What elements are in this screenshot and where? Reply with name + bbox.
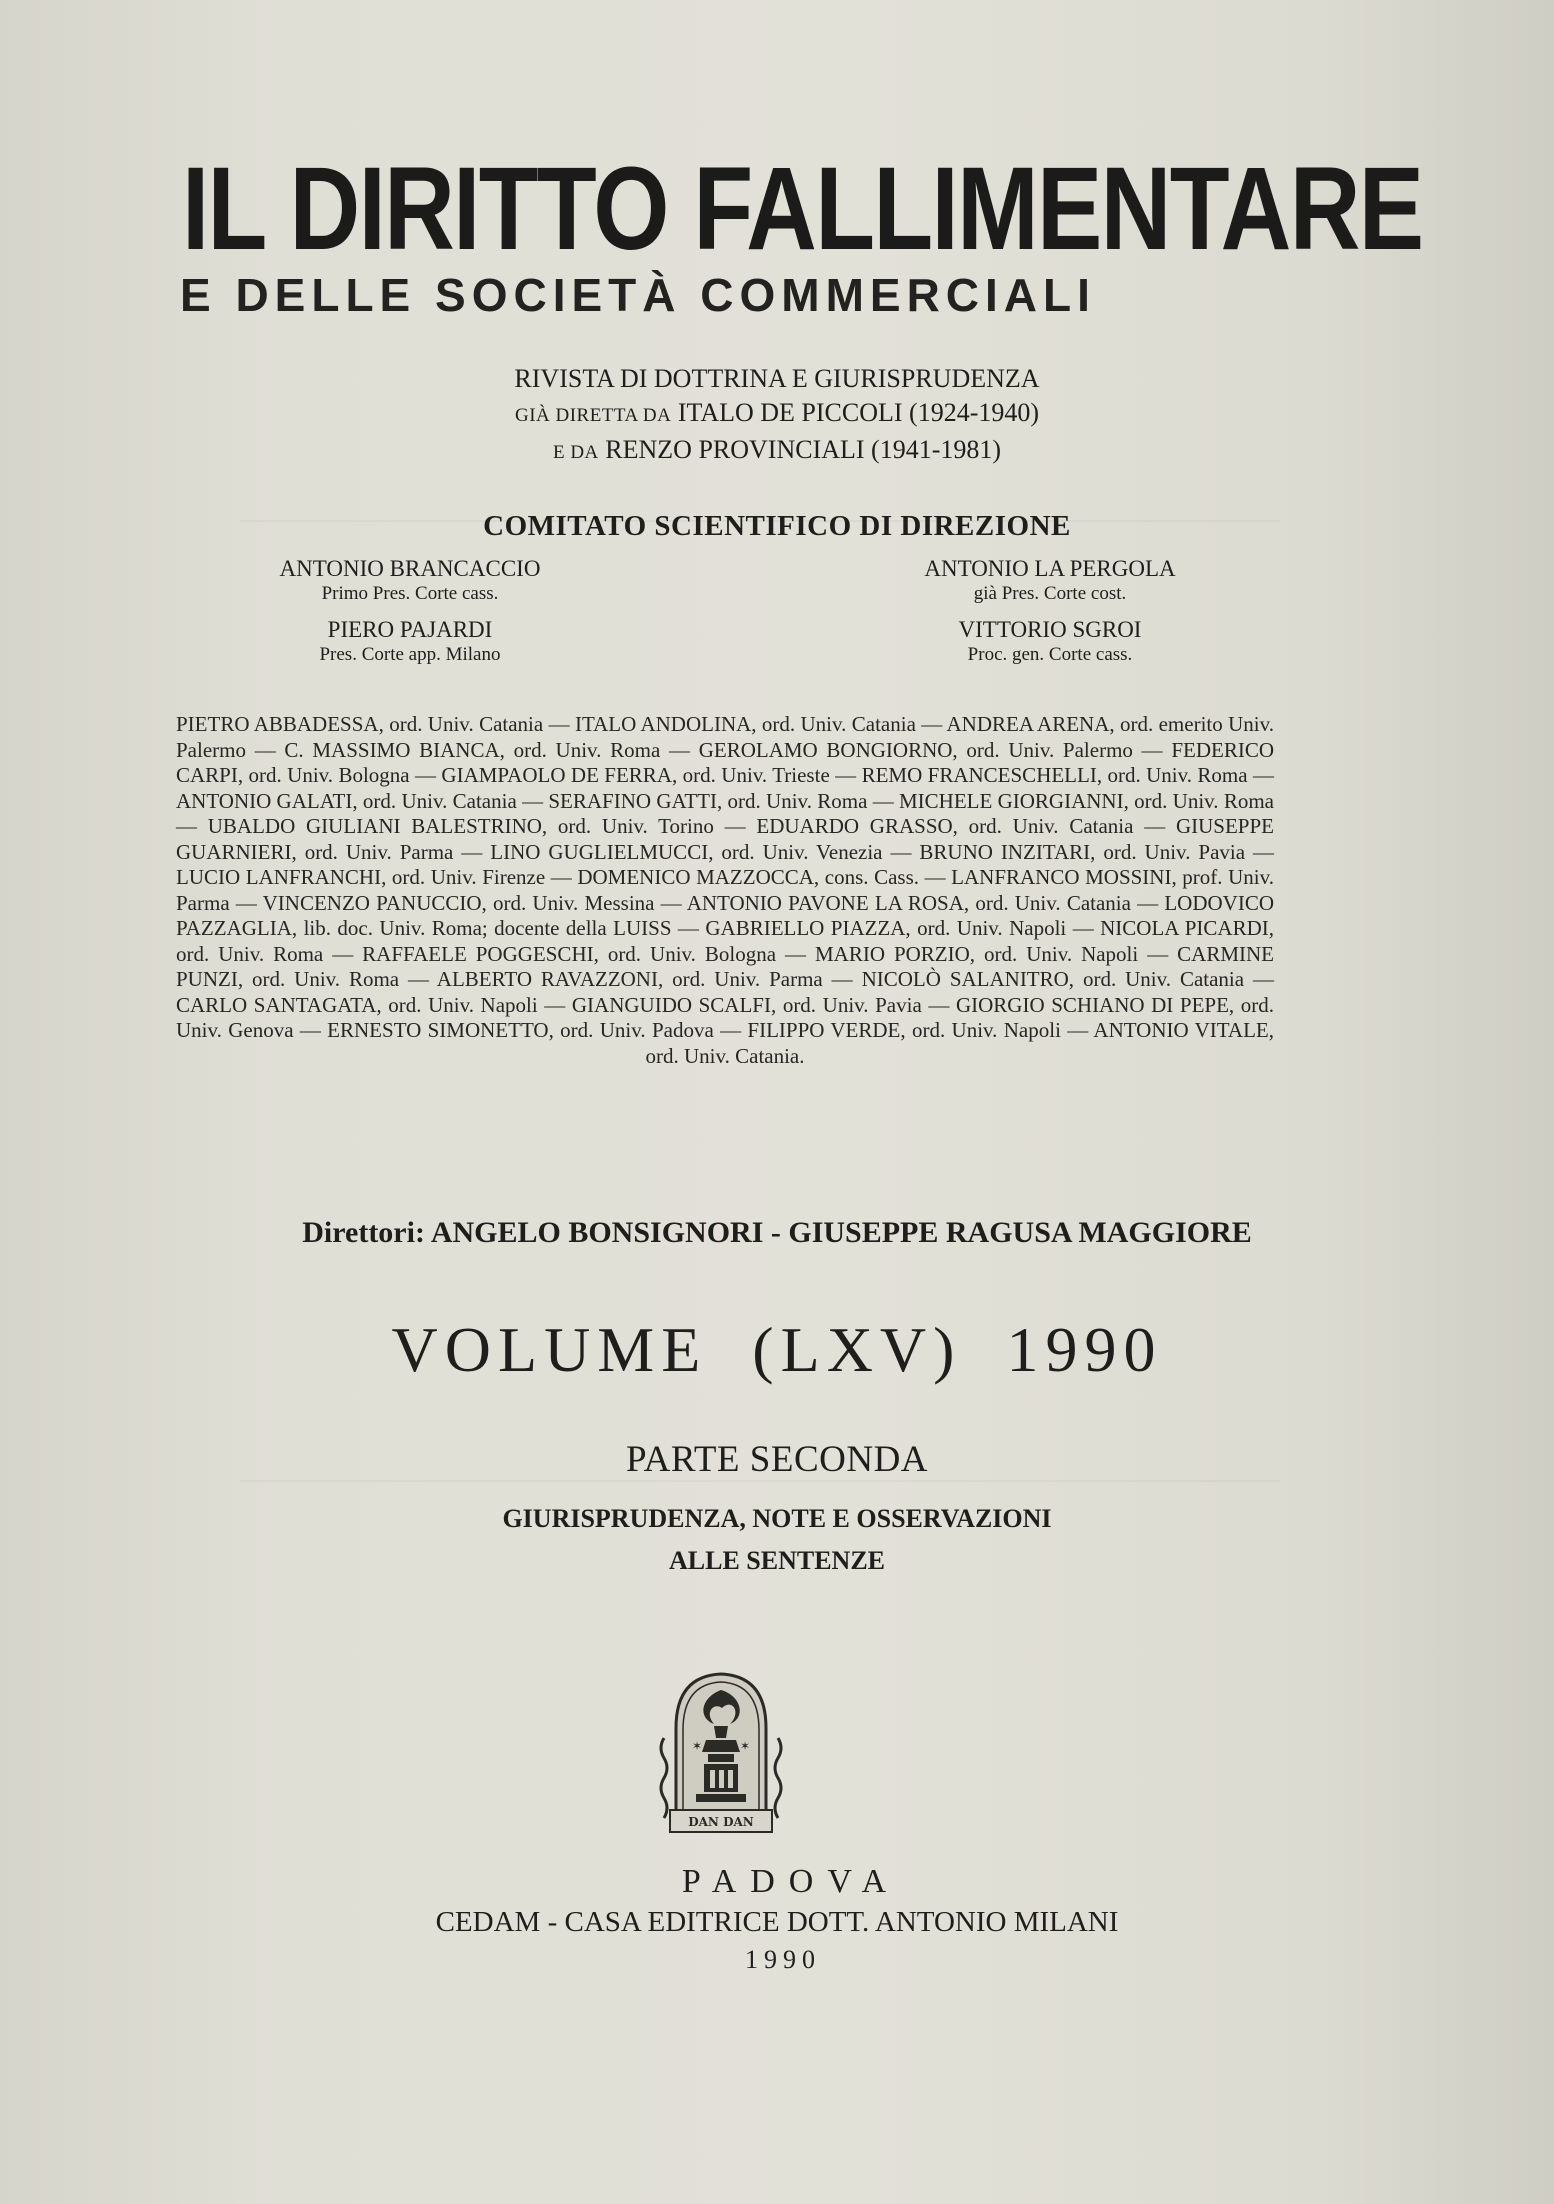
committee-member bbox=[200, 556, 620, 606]
committee-heading: COMITATO SCIENTIFICO DI DIREZIONE bbox=[483, 510, 1071, 542]
directors-label: Direttori: bbox=[302, 1216, 425, 1249]
contributors-list: PIETRO ABBADESSA, ord. Univ. Catania — ITALO ANDOLINA, ord. Univ. Catania — ANDREA ARENA, ord. emerito Univ. Palermo — C. MASSIMO BIANCA, ord. Univ. Roma — GEROLAMO BONGIORNO, ord. Univ. Palermo — FEDERICO CARPI, ord. Univ. Bologna — GIAMPAOLO DE FERRA, ord. Univ. Trieste — REMO FRANCESCHELLI, ord. Univ. Roma — ANTONIO GALATI, ord. Univ. Catania — SERAFINO GATTI, ord. Univ. Roma — MICHELE GIORGIANNI, ord. Univ. Roma — UBALDO GIULIANI BALESTRINO, ord. Univ. Torino — EDUARDO GRASSO, ord. Univ. Catania — GIUSEPPE GUARNIERI, ord. Univ. Parma — LINO GUGLIELMUCCI, ord. Univ. Venezia — BRUNO INZITARI, ord. Univ. Pavia — LUCIO LANFRANCHI, ord. Univ. Firenze — DOMENICO MAZZOCCA, cons. Cass. — LANFRANCO MOSSINI, prof. Univ. Parma — VINCENZO PANUCCIO, ord. Univ. Messina — ANTONIO PAVONE LA ROSA, ord. Univ. Catania — LODOVICO PAZZAGLIA, lib. doc. Univ. Roma; docente della LUISS — GABRIELLO PIAZZA, ord. Univ. Napoli — NICOLA PICARDI, ord. Univ. Roma — RAFFAELE POGGESCHI, ord. Univ. Bologna — MARIO PORZIO, ord. Univ. Napoli — CARMINE PUNZI, ord. Univ. Roma — ALBERTO RAVAZZONI, ord. Univ. Parma — NICOLÒ SALANITRO, ord. Univ. Catania — CARLO SANTAGATA, ord. Univ. Napoli — GIANGUIDO SCALFI, ord. Univ. Pavia — GIORGIO SCHIANO DI PEPE, ord. Univ. Genova — ERNESTO SIMONETTO, ord. Univ. Padova — FILIPPO VERDE, ord. Univ. Napoli — ANTONIO VITALE, ord. Univ. Catania. bbox=[176, 712, 1274, 1068]
directors-line bbox=[0, 1216, 1554, 1250]
emblem-banner-text: DAN DAN bbox=[688, 1815, 754, 1829]
journal-title: IL DIRITTO FALLIMENTARE bbox=[182, 143, 1423, 275]
member-role: Pres. Corte app. Milano bbox=[319, 644, 501, 665]
directors-names: ANGELO BONSIGNORI - GIUSEPPE RAGUSA MAGGIORE bbox=[430, 1216, 1252, 1249]
publisher-emblem-icon bbox=[656, 1668, 786, 1848]
successor-line bbox=[0, 433, 1554, 470]
committee-member bbox=[200, 617, 620, 667]
member-role: Proc. gen. Corte cass. bbox=[967, 644, 1133, 665]
journal-subtitle: E DELLE SOCIETÀ COMMERCIALI bbox=[180, 269, 1096, 321]
part-title: PARTE SECONDA bbox=[625, 1439, 929, 1480]
part-description bbox=[0, 1498, 1554, 1582]
member-name: VITTORIO SGROI bbox=[958, 617, 1142, 642]
member-name: ANTONIO LA PERGOLA bbox=[924, 556, 1176, 581]
member-role: Primo Pres. Corte cass. bbox=[321, 583, 499, 604]
imprint-year: 1990 bbox=[745, 1945, 821, 1974]
successor-name: RENZO PROVINCIALI (1941-1981) bbox=[605, 435, 1002, 464]
part-description-line: ALLE SENTENZE bbox=[668, 1546, 886, 1575]
volume-number: (LXV) bbox=[752, 1314, 962, 1385]
founder-prefix: GIÀ DIRETTA DA bbox=[514, 405, 672, 426]
founder-line bbox=[0, 396, 1554, 433]
imprint-city: PADOVA bbox=[681, 1863, 901, 1900]
volume-label: VOLUME bbox=[391, 1314, 708, 1385]
volume-year: 1990 bbox=[1006, 1314, 1163, 1385]
description-line: RIVISTA DI DOTTRINA E GIURISPRUDENZA bbox=[514, 364, 1040, 393]
volume-line bbox=[0, 1313, 1554, 1387]
svg-text:✶: ✶ bbox=[740, 1739, 751, 1753]
founder-name: ITALO DE PICCOLI (1924-1940) bbox=[677, 398, 1040, 427]
svg-text:✶: ✶ bbox=[692, 1739, 703, 1753]
member-name: PIERO PAJARDI bbox=[327, 617, 493, 642]
committee-member bbox=[840, 617, 1260, 667]
imprint-publisher: CEDAM - CASA EDITRICE DOTT. ANTONIO MILANI bbox=[435, 1906, 1119, 1938]
committee-member bbox=[840, 556, 1260, 606]
member-role: già Pres. Corte cost. bbox=[973, 583, 1127, 604]
successor-prefix: E DA bbox=[552, 442, 599, 463]
journal-description bbox=[0, 362, 1554, 470]
member-name: ANTONIO BRANCACCIO bbox=[279, 556, 541, 581]
part-description-line: GIURISPRUDENZA, NOTE E OSSERVAZIONI bbox=[502, 1504, 1052, 1533]
